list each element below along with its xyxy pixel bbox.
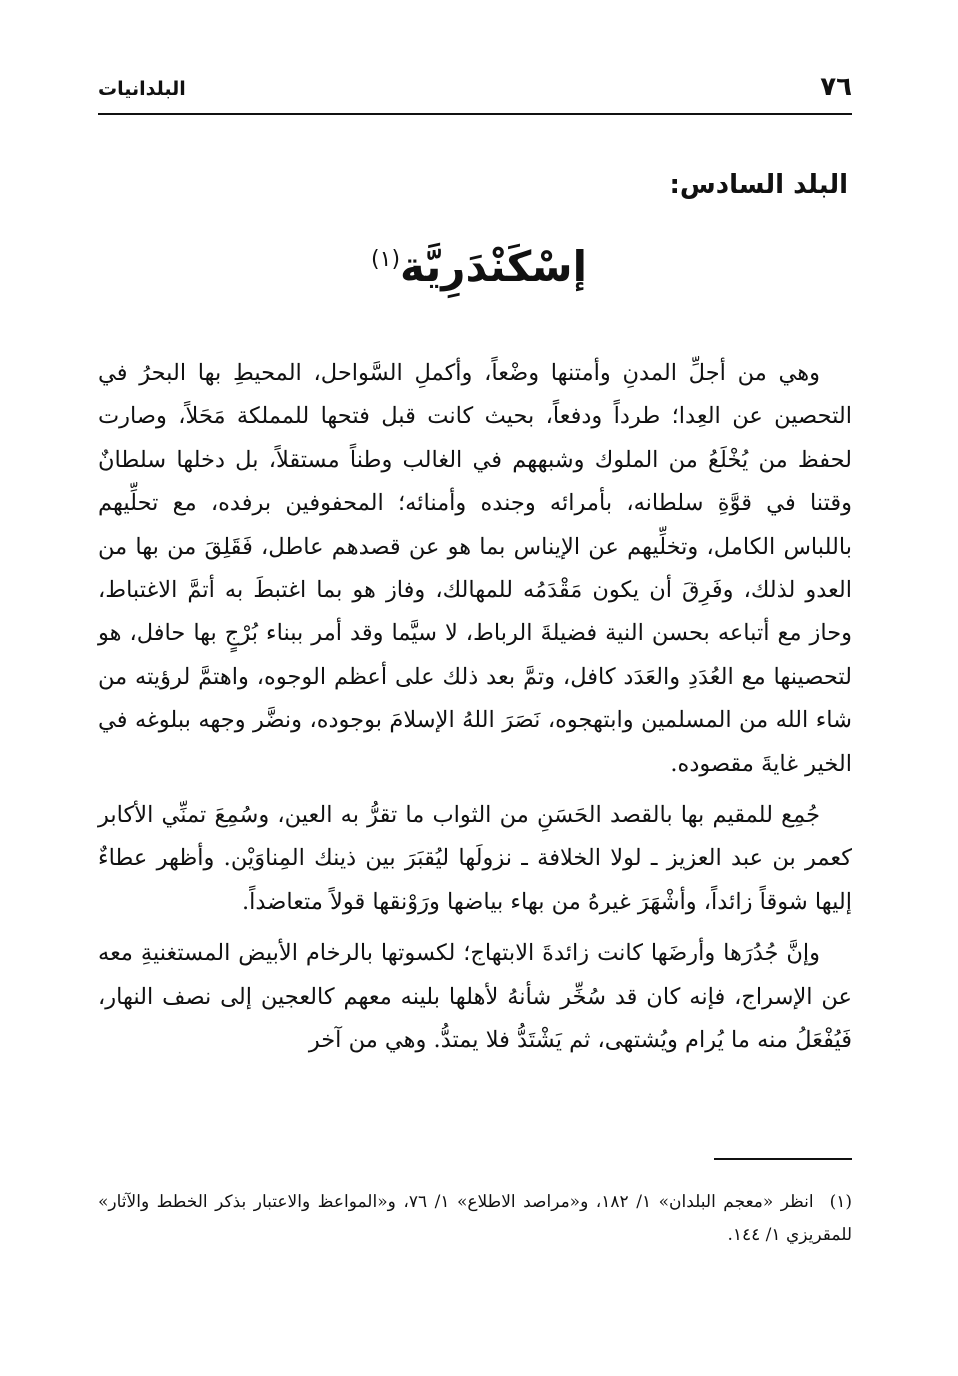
body-text bbox=[98, 352, 852, 1071]
page-number: ٧٦ bbox=[820, 72, 852, 102]
chapter-title bbox=[0, 242, 958, 291]
footnote-text: انظر «معجم البلدان» ١/ ١٨٢، و«مراصد الاطلاع» ١/ ٧٦، و«المواعظ والاعتبار بذكر الخطط والآثار» للمقريزي ١/ ١٤٤. bbox=[98, 1192, 852, 1245]
section-label: البلد السادس: bbox=[669, 170, 848, 200]
footnote-divider bbox=[714, 1158, 852, 1160]
chapter-title-text: إسْكَنْدَرِيَّة bbox=[400, 242, 587, 291]
footnote-reference: (١) bbox=[371, 247, 401, 272]
footnote bbox=[98, 1186, 852, 1252]
running-title: البلدانيات bbox=[98, 78, 186, 100]
footnote-number: (١) bbox=[829, 1192, 853, 1212]
running-header bbox=[98, 70, 852, 110]
paragraph-3: وإنَّ جُدُرَها وأرضَها كانت زائدةَ الابتهاج؛ لكسوتها بالرخام الأبيض المستغنيةِ معه عن الإسراج، فإنه كان قد سُخِّر شأنهُ لأهلها بلينه معهم كالعجين إلى نصف النهار، فَيُفْعَلُ منه ما يُرام ويُشتهى، ثم يَشْتَدُّ فلا يمتدُّ. وهي من آخر bbox=[98, 940, 852, 1054]
paragraph-2: جُمِع للمقيم بها بالقصد الحَسَنِ من الثواب ما تقرُّ به العين، وسُمِعَ تمنِّي الأكابر كعمر بن عبد العزيز ـ لولا الخلافة ـ نزولَها ليُقبَرَ بين ذينك المِناوَيْن. وأظهر عطاءٌ إليها شوقاً زائداً، وأشْهَرَ غيرهُ من بهاء بياضها ورَوْنقها قولاً متعاضداً. bbox=[98, 802, 852, 915]
header-divider bbox=[98, 113, 852, 115]
paragraph-1: وهي من أجلِّ المدنِ وأمتنها وضْعاً، وأكملِ السَّواحل، المحيطِ بها البحرُ في التحصين عن العِدا؛ طرداً ودفعاً، بحيث كانت قبل فتحها للمملكة مَحَلاً، وصارت لحفظ من يُخْلَعُ من الملوك وشبههم في الغالب وطناً مستقلاً، بل دخلها سلطانٌ وقتنا في قوَّةِ سلطانه، بأمرائه وجنده وأمنائه؛ المحفوفين برفده، مع تحلِّيهم باللباس الكامل، وتخلِّيهم عن الإيناس بما هو عن قصدهم عاطل، فَقَلِقَ من بها من العدو لذلك، وفَرِقَ أن يكون مَقْدَمُه للمهالك، وفاز هو بما اغتبطَ به أتمَّ الاغتباط، وحاز مع أتباعه بحسن النية فضيلةَ الرباط، لا سيَّما وقد أمر ببناء بُرْجٍ بها حافل، هو لتحصينها مع العُدَدِ والعَدَد كافل، وتمَّ بعد ذلك على أعظم الوجوه، واهتمَّ لرؤيته من شاء الله من المسلمين وابتهجوه، نَصَرَ اللهُ الإسلامَ بوجوده، ونضَّر وجهه ببلوغه في الخير غايةَ مقصوده. bbox=[98, 360, 852, 777]
